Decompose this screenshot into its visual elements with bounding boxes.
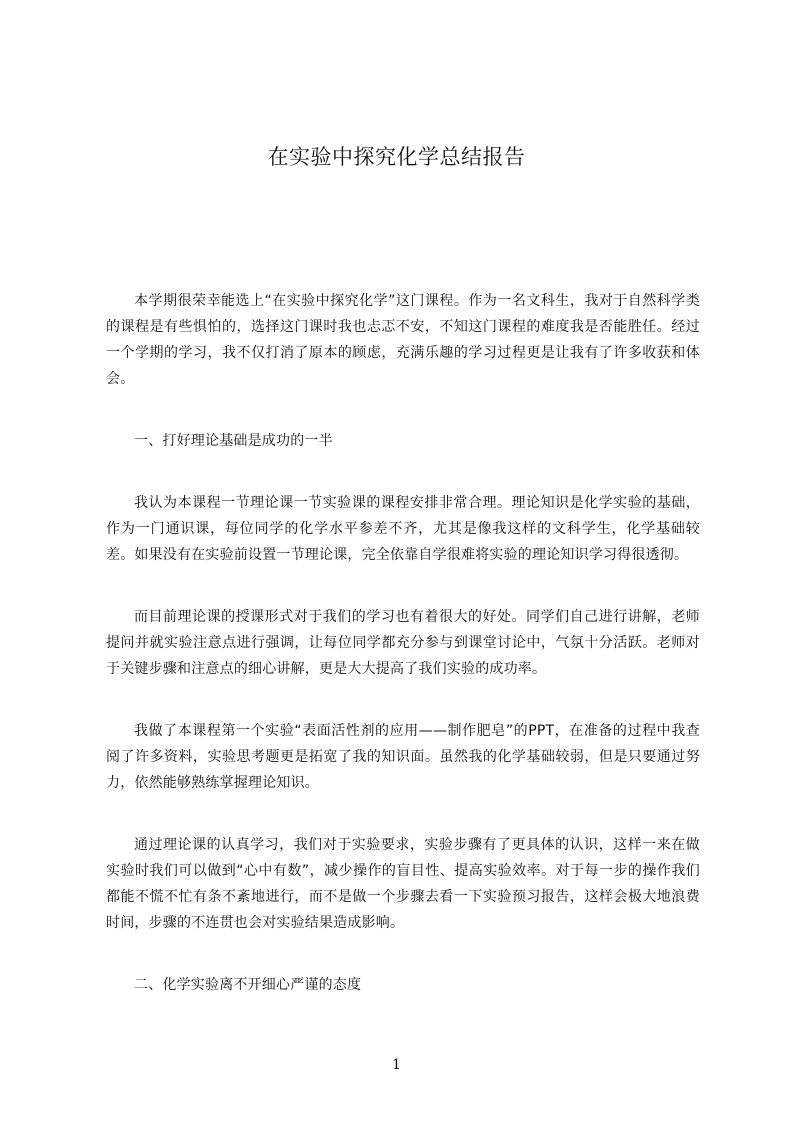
paragraph-teaching-format: 而目前理论课的授课形式对于我们的学习也有着很大的好处。同学们自己进行讲解，老师提问并就实验注意点进行强调，让每位同学都充分参与到课堂讨论中，气氛十分活跃。老师对于关键步骤和注意点的细心讲解，更是大大提高了我们实验的成功率。	[106, 609, 700, 677]
document-title: 在实验中探究化学总结报告	[267, 145, 526, 169]
document-body	[106, 288, 700, 1034]
section-heading-1: 一、打好理论基础是成功的一半	[134, 433, 333, 449]
paragraph-theory-benefits: 通过理论课的认真学习，我们对于实验要求，实验步骤有了更具体的认识，这样一来在做实验时我们可以做到“心中有数”，减少操作的盲目性、提高实验效率。对于每一步的操作我们都能不慌不忙有条不紊地进行，而不是做一个步骤去看一下实验预习报告，这样会极大地浪费时间，步骤的不连贯也会对实验结果造成影响。	[106, 837, 700, 931]
section-heading-2: 二、化学实验离不开细心严谨的态度	[134, 977, 362, 993]
paragraph-course-arrangement: 我认为本课程一节理论课一节实验课的课程安排非常合理。理论知识是化学实验的基础，作为一门通识课，每位同学的化学水平参差不齐，尤其是像我这样的文科学生，化学基础较差。如果没有在实验前设置一节理论课，完全依靠自学很难将实验的理论知识学习得很透彻。	[106, 495, 700, 563]
page-number: 1	[392, 1057, 401, 1073]
paragraph-intro: 本学期很荣幸能选上“在实验中探究化学”这门课程。作为一名文科生，我对于自然科学类的课程是有些惧怕的，选择这门课时我也忐忑不安，不知这门课程的难度我是否能胜任。经过一个学期的学习，我不仅打消了原本的顾虑，充满乐趣的学习过程更是让我有了许多收获和体会。	[106, 293, 700, 387]
paragraph-first-experiment: 我做了本课程第一个实验“表面活性剂的应用——制作肥皂”的PPT，在准备的过程中我查阅了许多资料，实验思考题更是拓宽了我的知识面。虽然我的化学基础较弱，但是只要通过努力，依然能够熟练掌握理论知识。	[106, 723, 700, 791]
